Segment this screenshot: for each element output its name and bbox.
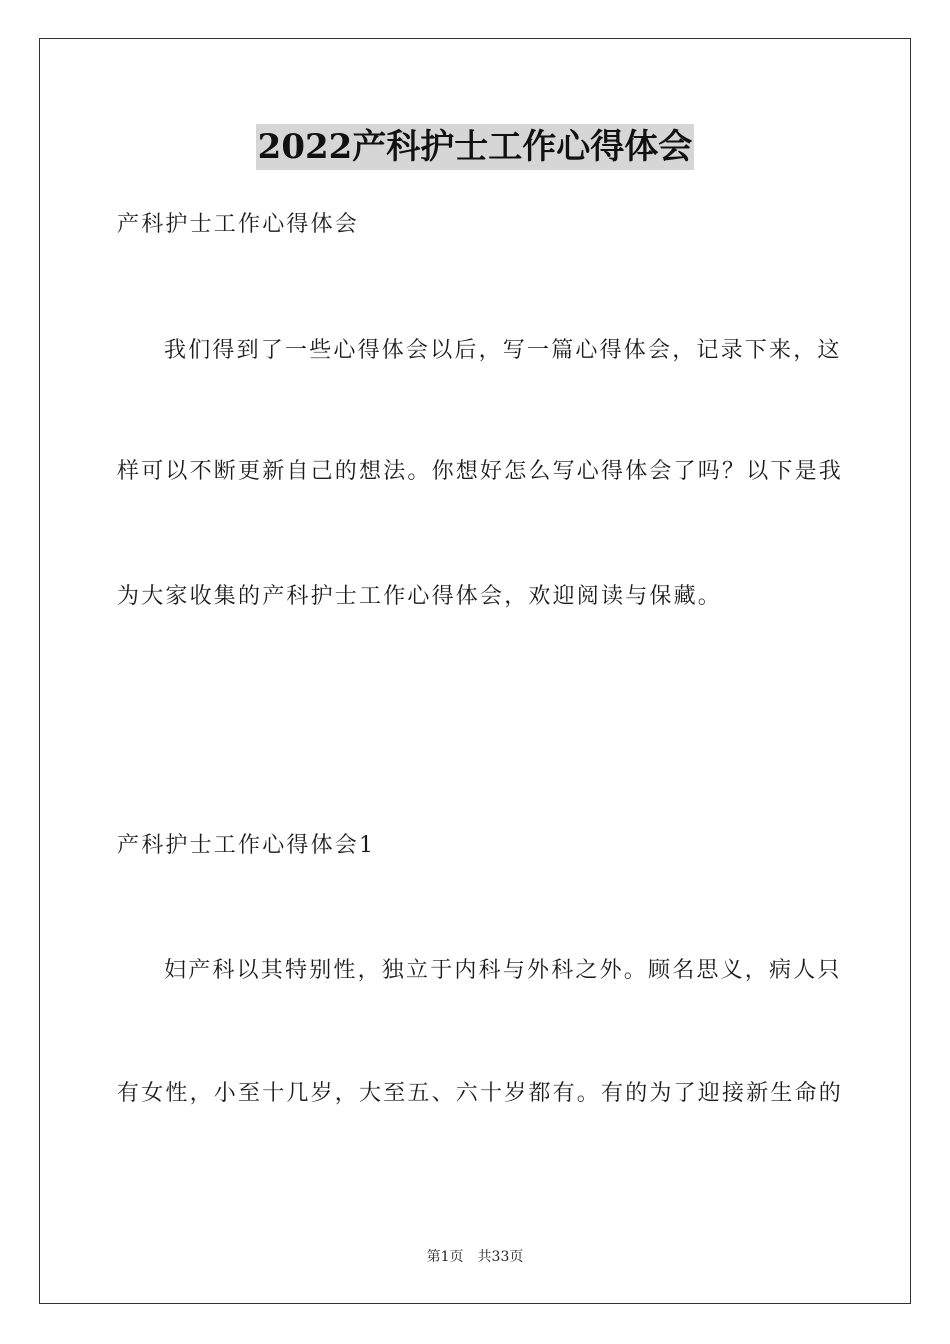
paragraph-line: 我们得到了一些心得体会以后，写一篇心得体会，记录下来，这 — [164, 338, 842, 363]
section-heading: 产科护士工作心得体会1 — [117, 833, 376, 858]
paragraph-line: 样可以不断更新自己的想法。你想好怎么写心得体会了吗？以下是我 — [117, 459, 844, 484]
paragraph-line: 妇产科以其特别性，独立于内科与外科之外。顾名思义，病人只 — [164, 958, 842, 983]
title-container — [0, 124, 950, 170]
page-number: 第1页 — [426, 1249, 464, 1265]
document-subtitle: 产科护士工作心得体会 — [117, 212, 360, 237]
page-total: 共33页 — [477, 1249, 524, 1265]
paragraph-line: 有女性，小至十几岁，大至五、六十岁都有。有的为了迎接新生命的 — [117, 1081, 844, 1106]
paragraph-line: 为大家收集的产科护士工作心得体会，欢迎阅读与保藏。 — [117, 584, 723, 609]
document-title: 2022产科护士工作心得体会 — [256, 124, 695, 170]
page-footer — [0, 1247, 950, 1267]
